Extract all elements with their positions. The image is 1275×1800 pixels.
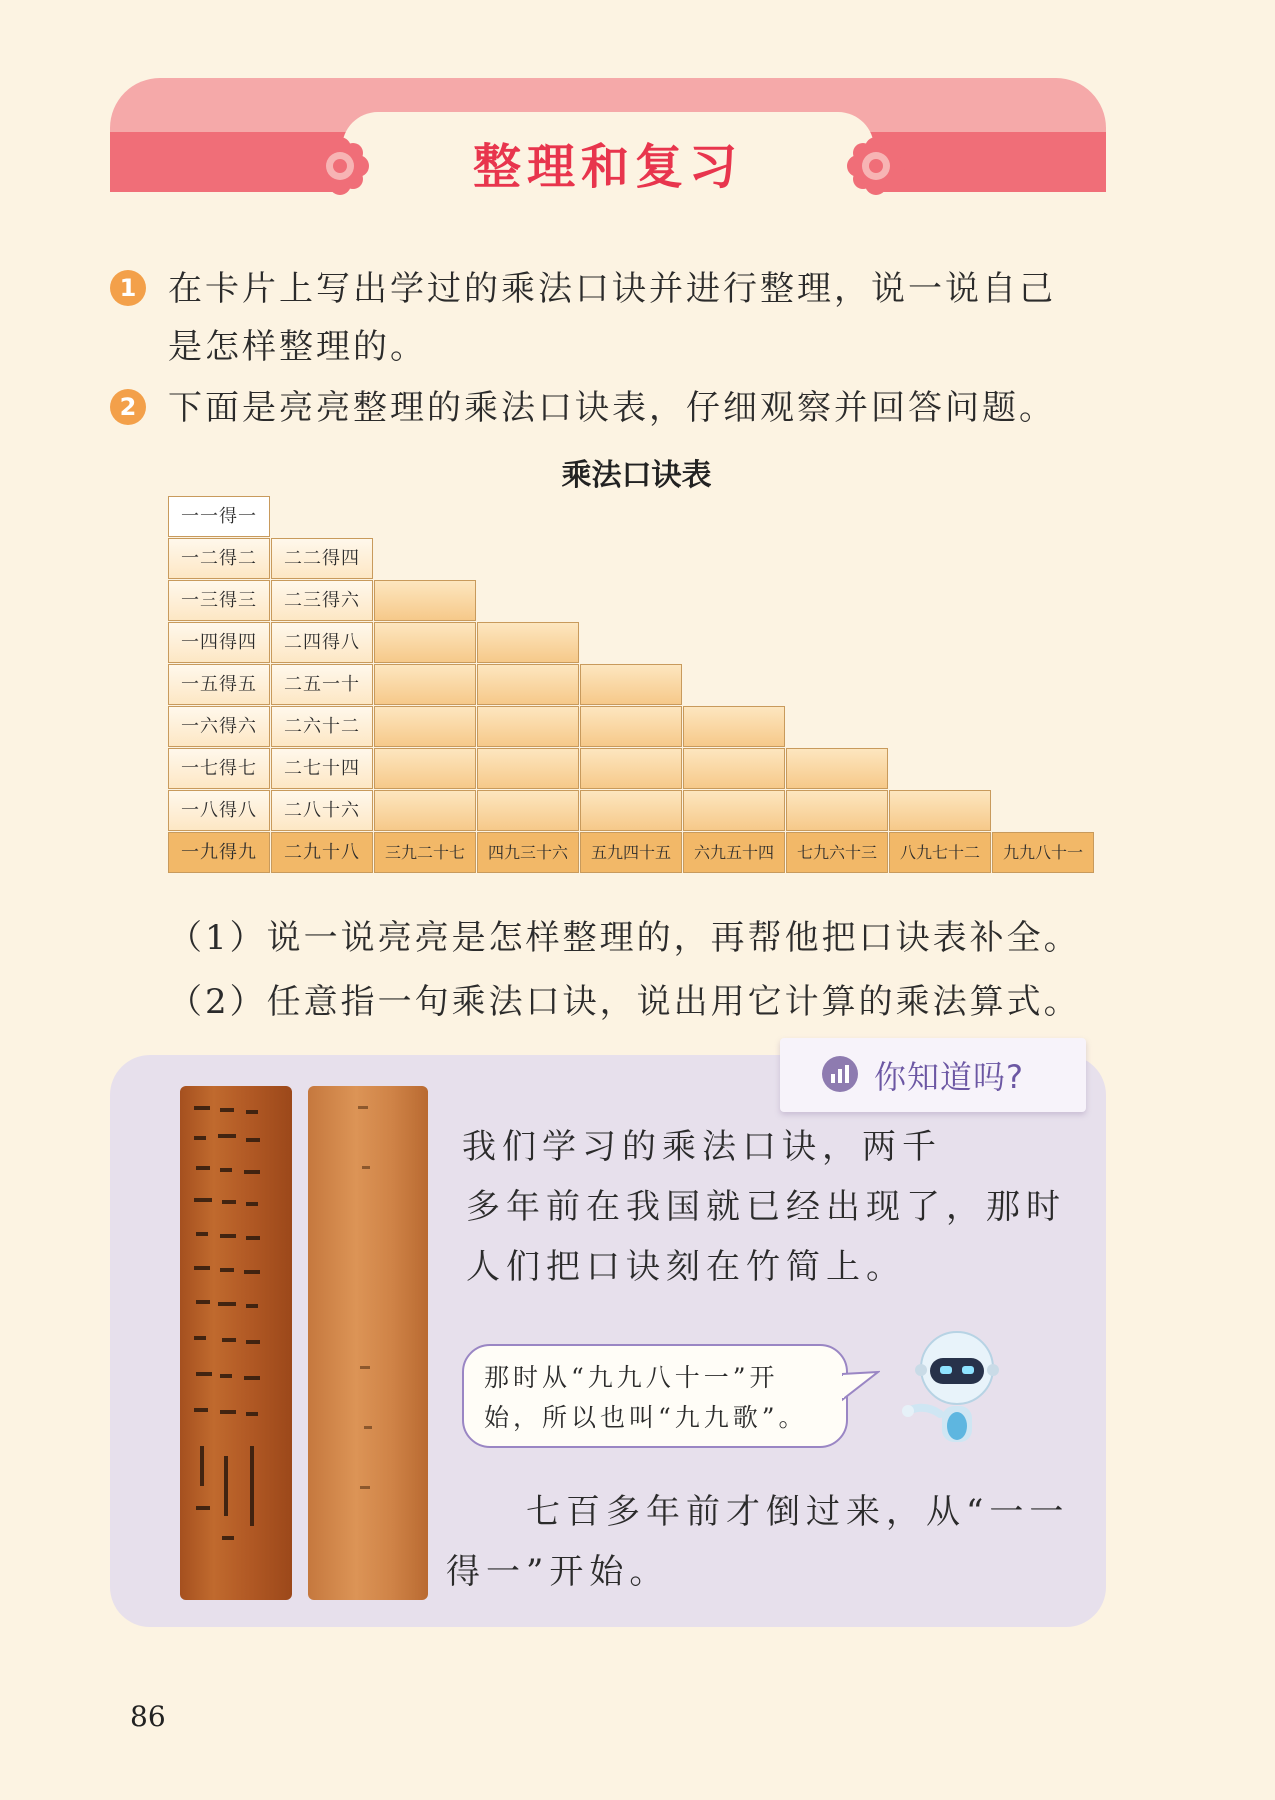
- info-paragraph: 得一”开始。: [446, 1552, 670, 1592]
- question-1-text-cont: 是怎样整理的。: [168, 327, 427, 367]
- robot-icon: [890, 1318, 1010, 1448]
- table-cell: [374, 748, 476, 789]
- table-cell: 二六十二: [271, 706, 373, 747]
- question-1-text: 在卡片上写出学过的乘法口诀并进行整理，说一说自己: [168, 269, 1056, 309]
- table-cell: 一六得六: [168, 706, 270, 747]
- table-cell: 二八十六: [271, 790, 373, 831]
- table-cell: 二四得八: [271, 622, 373, 663]
- table-cell: [477, 748, 579, 789]
- page-number: 86: [130, 1700, 166, 1733]
- table-cell: 六九五十四: [683, 832, 785, 873]
- table-cell: [889, 790, 991, 831]
- table-cell: 四九三十六: [477, 832, 579, 873]
- table-title: 乘法口诀表: [561, 458, 712, 493]
- info-paragraph: 多年前在我国就已经出现了，那时: [466, 1187, 1066, 1227]
- question-number-badge: 2: [110, 389, 146, 425]
- table-cell: [374, 622, 476, 663]
- table-cell: [580, 706, 682, 747]
- speech-bubble-text: 始，所以也叫“九九歌”。: [484, 1403, 808, 1432]
- table-cell: 二五一十: [271, 664, 373, 705]
- table-cell: [786, 790, 888, 831]
- table-cell: 一九得九: [168, 832, 270, 873]
- question-2-text: 下面是亮亮整理的乘法口诀表，仔细观察并回答问题。: [168, 388, 1056, 428]
- table-cell: [374, 706, 476, 747]
- table-cell: [683, 790, 785, 831]
- table-cell: 一一得一: [168, 496, 270, 537]
- info-paragraph: 人们把口诀刻在竹简上。: [466, 1247, 906, 1287]
- table-cell: [374, 580, 476, 621]
- table-cell: 二三得六: [271, 580, 373, 621]
- table-cell: 二九十八: [271, 832, 373, 873]
- table-cell: 五九四十五: [580, 832, 682, 873]
- sub-question-2: （2）任意指一句乘法口诀，说出用它计算的乘法算式。: [168, 982, 1081, 1022]
- table-cell: 二七十四: [271, 748, 373, 789]
- did-you-know-label: 你知道吗?: [874, 1058, 1024, 1096]
- table-cell: 一四得四: [168, 622, 270, 663]
- question-number-badge: 1: [110, 270, 146, 306]
- bamboo-slip-inscriptions: [180, 1086, 428, 1600]
- table-cell: 七九六十三: [786, 832, 888, 873]
- table-cell: [477, 622, 579, 663]
- page-title: 整理和复习: [472, 139, 743, 195]
- table-cell: 二二得四: [271, 538, 373, 579]
- table-cell: 一八得八: [168, 790, 270, 831]
- info-paragraph: 七百多年前才倒过来，从“一一: [526, 1492, 1070, 1532]
- table-cell: [477, 790, 579, 831]
- table-cell: [580, 790, 682, 831]
- speech-bubble-tail: [842, 1370, 880, 1410]
- sub-question-1: （1）说一说亮亮是怎样整理的，再帮他把口诀表补全。: [168, 918, 1081, 958]
- table-cell: 八九七十二: [889, 832, 991, 873]
- table-cell: [580, 664, 682, 705]
- speech-bubble-text: 那时从“九九八十一”开: [484, 1363, 779, 1392]
- table-cell: [477, 664, 579, 705]
- table-cell: [786, 748, 888, 789]
- table-cell: 一五得五: [168, 664, 270, 705]
- table-cell: 一七得七: [168, 748, 270, 789]
- table-cell: [477, 706, 579, 747]
- table-cell: [683, 748, 785, 789]
- table-cell: 一二得二: [168, 538, 270, 579]
- table-cell: [374, 790, 476, 831]
- table-cell: 九九八十一: [992, 832, 1094, 873]
- table-cell: [580, 748, 682, 789]
- chart-icon: [822, 1056, 858, 1092]
- table-cell: 三九二十七: [374, 832, 476, 873]
- info-paragraph: 我们学习的乘法口诀，两千: [462, 1127, 942, 1167]
- table-cell: [374, 664, 476, 705]
- table-cell: 一三得三: [168, 580, 270, 621]
- table-cell: [683, 706, 785, 747]
